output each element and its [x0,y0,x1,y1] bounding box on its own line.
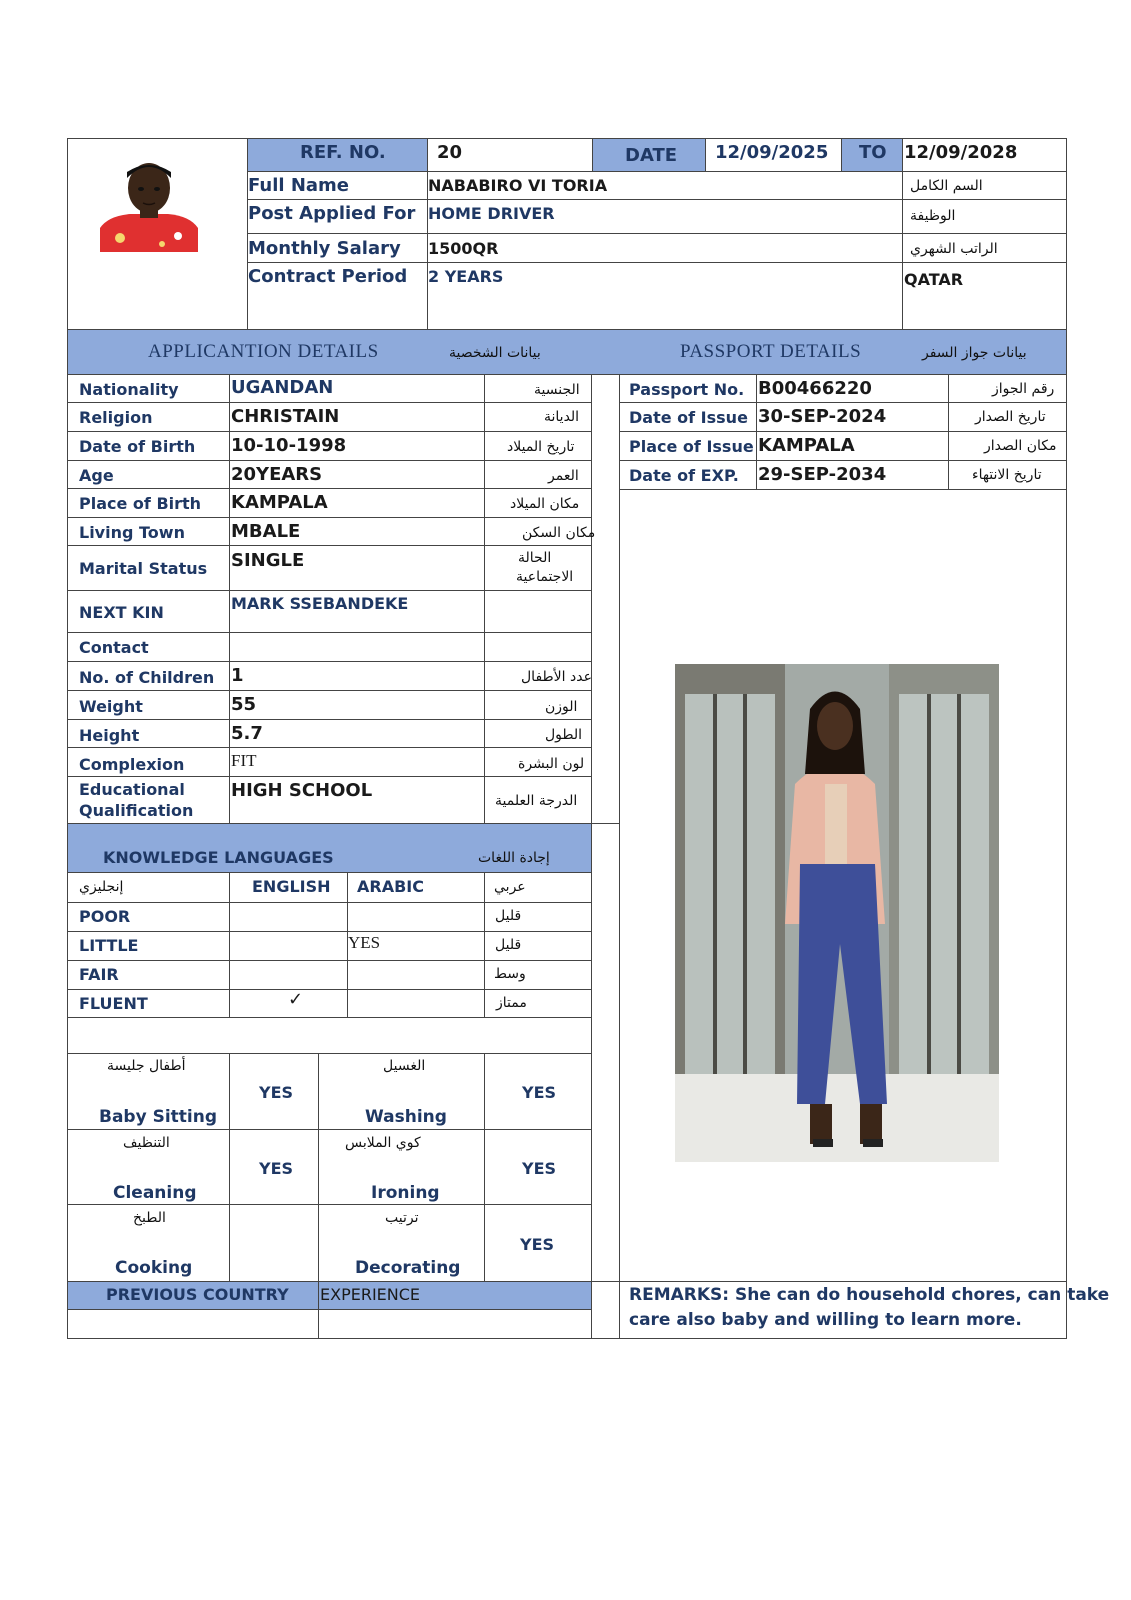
full-name-ar: السم الكامل [910,178,983,194]
skill-baby-sitting-value: YES [259,1083,294,1102]
remarks-line-2: care also baby and willing to learn more. [629,1310,1022,1330]
knowledge-languages-title: KNOWLEDGE LANGUAGES [103,848,334,867]
post-applied-value: HOME DRIVER [428,204,555,223]
place-of-issue-value: KAMPALA [758,435,855,456]
divider [247,171,1067,172]
divider [591,374,592,1339]
date-of-issue-ar: تاريخ الصدار [975,409,1046,425]
divider [484,872,485,1018]
divider [948,374,949,490]
education-label: Educational [79,780,185,799]
divider [484,374,485,824]
marital-status-ar-2: الاجتماعية [516,569,574,585]
divider [67,1053,592,1054]
children-value: 1 [231,665,244,686]
nationality-value: UGANDAN [231,377,334,398]
remarks-line-1: REMARKS: She can do household chores, can take [629,1285,1110,1305]
height-ar: الطول [545,727,583,743]
place-of-birth-label: Place of Birth [79,494,202,513]
date-of-birth-ar: تاريخ الميلاد [507,439,575,455]
skill-cooking-ar: الطبخ [133,1210,166,1226]
divider [247,199,1067,200]
divider [619,402,1067,403]
monthly-salary-value: 1500QR [428,239,499,258]
religion-ar: الديانة [544,409,580,425]
lang-little-arabic-value: YES [348,933,381,952]
lang-head-ar-left: إنجليزي [79,879,124,895]
complexion-ar: لون البشرة [518,756,585,772]
divider [619,489,1067,490]
skill-cleaning-value: YES [259,1159,294,1178]
date-of-exp-label: Date of EXP. [629,466,739,485]
children-label: No. of Children [79,668,215,687]
education-value: HIGH SCHOOL [231,780,373,801]
divider [619,431,1067,432]
divider [67,1129,592,1130]
lang-level-fluent-ar: ممتاز [496,995,527,1011]
lang-level-fluent: FLUENT [79,994,148,1013]
ref-no-value: 20 [437,142,463,163]
weight-ar: الوزن [545,699,578,715]
divider [67,402,592,403]
lang-level-fair: FAIR [79,965,119,984]
skill-baby-sitting-label: Baby Sitting [99,1107,218,1127]
complexion-label: Complexion [79,755,185,774]
skill-washing-ar: الغسيل [383,1058,426,1074]
divider [67,374,1067,375]
full-name-value: NABABIRO VI TORIA [428,176,608,195]
monthly-salary-ar: الراتب الشهري [910,241,998,257]
divider [67,776,592,777]
divider [67,488,592,489]
lang-level-poor: POOR [79,907,131,926]
divider [67,902,592,903]
divider [67,1017,592,1018]
religion-label: Religion [79,408,153,427]
ref-no-label: REF. NO. [300,142,386,163]
education-ar: الدرجة العلمية [495,793,578,809]
date-of-issue-value: 30-SEP-2024 [758,406,887,427]
applicant-full-photo [675,664,999,1162]
divider [67,517,592,518]
marital-status-label: Marital Status [79,559,208,578]
lang-head-ar-right: عربي [494,879,526,895]
living-town-value: MBALE [231,521,301,542]
divider [619,460,1067,461]
date-of-exp-value: 29-SEP-2034 [758,464,887,485]
divider [67,632,592,633]
lang-head-english: ENGLISH [252,877,331,896]
skill-ironing-ar: كوي الملابس [345,1135,421,1151]
divider [67,747,592,748]
complexion-value: FIT [231,751,257,770]
lang-level-little: LITTLE [79,936,139,955]
place-of-birth-ar: مكان الميلاد [510,496,580,512]
skill-decorating-label: Decorating [355,1258,461,1278]
divider [67,1309,592,1310]
application-details-title: APPLICANTION DETAILS [148,341,379,362]
skill-decorating-value: YES [520,1235,555,1254]
lang-head-arabic: ARABIC [357,877,424,896]
marital-status-value: SINGLE [231,550,305,571]
height-label: Height [79,726,140,745]
divider [841,138,842,172]
divider [67,931,592,932]
divider [247,138,248,330]
passport-details-title-ar: بيانات جواز السفر [922,345,1027,361]
application-details-title-ar: بيانات الشخصية [449,345,541,361]
date-of-birth-label: Date of Birth [79,437,196,456]
skill-washing-value: YES [522,1083,557,1102]
marital-status-ar: الحالة [518,550,552,566]
date-of-exp-ar: تاريخ الانتهاء [972,467,1042,483]
lang-fluent-english-check: ✓ [288,989,304,1010]
skill-washing-label: Washing [365,1107,447,1127]
divider [67,989,592,990]
next-kin-label: NEXT KIN [79,603,164,622]
skill-cooking-label: Cooking [115,1258,193,1278]
date-to-value: 12/09/2028 [904,142,1018,163]
divider [67,1281,1067,1282]
divider [705,138,706,172]
place-of-birth-value: KAMPALA [231,492,328,513]
lang-level-poor-ar: قليل [495,908,522,924]
age-label: Age [79,466,114,485]
skill-ironing-label: Ironing [371,1183,440,1203]
divider [67,329,1067,330]
divider [229,1053,230,1281]
divider [67,460,592,461]
weight-label: Weight [79,697,143,716]
full-name-label: Full Name [248,175,349,196]
children-ar: عدد الأطفال [521,669,592,685]
skill-ironing-value: YES [522,1159,557,1178]
place-of-issue-label: Place of Issue [629,437,754,456]
next-kin-value: MARK SSEBANDEKE [231,594,409,613]
religion-value: CHRISTAIN [231,406,340,427]
passport-details-title: PASSPORT DETAILS [680,341,862,362]
education-label-2: Qualification [79,801,194,820]
divider [484,1053,485,1281]
lang-level-fair-ar: وسط [494,966,526,982]
divider [67,431,592,432]
divider [619,374,620,1339]
height-value: 5.7 [231,723,263,744]
knowledge-languages-title-ar: إجادة اللغات [478,850,550,866]
divider [67,1204,592,1205]
divider [229,374,230,824]
skill-decorating-ar: ترتيب [385,1210,419,1226]
weight-value: 55 [231,694,257,715]
monthly-salary-label: Monthly Salary [248,238,401,259]
divider [247,262,1067,263]
divider [67,960,592,961]
to-label: TO [859,142,887,163]
place-of-issue-ar: مكان الصدار [984,438,1057,454]
nationality-label: Nationality [79,380,179,399]
country-value: QATAR [904,270,964,289]
previous-country-label: PREVIOUS COUNTRY [106,1285,289,1304]
divider [427,138,428,330]
divider [318,1053,319,1339]
divider [67,690,592,691]
passport-no-value: B00466220 [758,378,872,399]
experience-label: EXPERIENCE [320,1285,421,1304]
passport-no-ar: رقم الجواز [992,381,1055,397]
skill-cleaning-ar: التنظيف [123,1135,170,1151]
divider [229,872,230,1018]
divider [67,872,592,873]
date-label: DATE [625,145,678,166]
divider [67,545,592,546]
skill-cleaning-label: Cleaning [113,1183,197,1203]
nationality-ar: الجنسية [534,382,580,398]
divider [247,233,1067,234]
age-ar: العمر [548,468,579,484]
date-from-value: 12/09/2025 [715,142,829,163]
living-town-ar: مكان السكن [522,525,596,541]
skill-baby-sitting-ar: أطفال جليسة [107,1058,186,1074]
living-town-label: Living Town [79,523,185,542]
contract-period-label: Contract Period [248,266,408,287]
divider [67,590,592,591]
contract-period-value: 2 YEARS [428,267,504,286]
contact-label: Contact [79,638,149,657]
post-applied-ar: الوظيفة [910,208,956,224]
divider [67,719,592,720]
applicant-headshot [98,158,200,252]
age-value: 20YEARS [231,464,323,485]
passport-no-label: Passport No. [629,380,745,399]
divider [67,823,620,824]
date-of-issue-label: Date of Issue [629,408,748,427]
divider [756,374,757,490]
lang-level-little-ar: قليل [495,937,522,953]
divider [67,661,592,662]
post-applied-label: Post Applied For [248,203,416,224]
divider [592,138,593,172]
date-of-birth-value: 10-10-1998 [231,435,347,456]
divider [902,138,903,330]
